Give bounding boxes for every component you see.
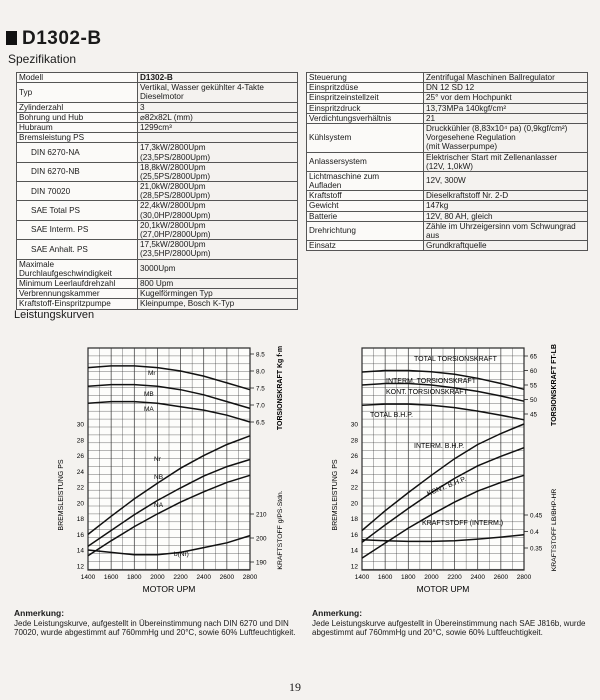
y-left-tick-label: 16 [76, 531, 84, 539]
right-row [307, 83, 588, 93]
spec-value-text: Kleinpumpe, Bosch K-Typ [140, 299, 235, 309]
spec-value [138, 112, 298, 122]
y-right-tick-label: 60 [530, 368, 538, 375]
spec-key-text: Verbrennungskammer [19, 289, 100, 299]
y-right-bottom-tick-label: 0.4 [530, 529, 539, 536]
spec-key-text: Bremsleistung PS [19, 133, 85, 143]
spec-key-text: Einspritzdruck [309, 103, 361, 113]
spec-key-text: Einspritzdüse [309, 83, 359, 93]
y-right-tick-label: 7.5 [256, 385, 265, 393]
spec-value [138, 240, 298, 259]
spec-value [424, 201, 588, 211]
spec-value [138, 73, 298, 83]
note-left-text: Jede Leistungskurve, aufgestellt in Übereinstimmung nach DIN 6270 und DIN 70020, wurde abgestimmt auf 760mmHg und 20°C, sowie 60% Luftfeuchtigkeit. [14, 618, 296, 638]
spec-value-text: 12V, 300W [426, 176, 466, 186]
left-row [17, 299, 298, 309]
spec-value [424, 152, 588, 171]
spec-value-text: ⌀82x82L (mm) [140, 112, 193, 122]
x-tick-label: 2200 [447, 574, 462, 581]
y-left-axis-label: BREMSLEISTUNG PS [58, 459, 65, 531]
spec-key-text: Einspritzeinstellzeit [309, 93, 379, 103]
right-row [307, 123, 588, 152]
series-label: KONT. TORSIONSKRAFT [386, 389, 468, 396]
x-tick-label: 2600 [493, 574, 509, 581]
spec-key-text: Kühlsystem [309, 133, 352, 143]
spec-value-text: 21 [426, 113, 436, 123]
spec-key-text: Steuerung [309, 73, 347, 82]
series-label: KRAFTSTOFF (INTERM.) [422, 520, 504, 527]
y-left-tick-label: 16 [350, 531, 358, 539]
spec-value-text: 17,5kW/2800Upm [140, 240, 206, 250]
y-left-tick-label: 12 [76, 563, 84, 571]
spec-value [138, 143, 298, 162]
y-left-tick-label: 22 [76, 484, 84, 492]
curves-heading: Leistungskurven [14, 309, 95, 321]
spec-key [307, 171, 424, 190]
right-row [307, 113, 588, 123]
spec-heading: Spezifikation [8, 52, 77, 66]
spec-key-text: Gewicht [309, 201, 339, 211]
spec-value-text: 13,73MPa 140kgf/cm² [426, 103, 507, 113]
y-right-tick-label: 45 [530, 411, 538, 419]
spec-value [138, 133, 298, 143]
y-left-tick-label: 12 [350, 563, 358, 571]
spec-key-text: DIN 70020 [31, 186, 71, 196]
left-row [17, 112, 298, 122]
spec-value-text: 3 [140, 102, 145, 112]
x-axis-label: MOTOR UPM [142, 584, 196, 594]
note-left-head: Anmerkung: [14, 608, 65, 618]
x-tick-label: 2000 [424, 574, 439, 581]
left-row [17, 83, 298, 102]
spec-key-text-line2: Durchlaufgeschwindigkeit [19, 268, 112, 278]
spec-value [138, 122, 298, 132]
spec-key [17, 240, 138, 259]
spec-key [17, 259, 138, 278]
y-left-tick-label: 26 [76, 453, 84, 461]
spec-key-text: DIN 6270-NA [31, 147, 80, 157]
spec-value-text-line: Vorgesehene Regulation [426, 133, 516, 143]
spec-key [17, 182, 138, 201]
spec-key-text: Maximale [19, 259, 55, 269]
spec-key-text: Kraftstoff-Einspritzpumpe [19, 299, 111, 309]
series-label: TOTAL B.H.P. [370, 412, 413, 419]
spec-table-right [306, 72, 588, 251]
spec-key [307, 113, 424, 123]
y-right-bottom-tick-label: 190 [256, 559, 267, 567]
spec-value-text-line: (12V, 1,0kW) [426, 161, 474, 171]
spec-value-text: 147kg [426, 201, 449, 211]
spec-value-ps: (23,5PS/2800Upm) [140, 152, 211, 162]
spec-value-text: 12V, 80 AH, gleich [426, 211, 493, 221]
right-row [307, 241, 588, 251]
y-right-bottom-tick-label: 210 [256, 511, 267, 519]
spec-key [17, 133, 138, 143]
performance-chart-din [36, 330, 296, 615]
series-label: Mr [148, 370, 156, 377]
y-right-bottom-tick-label: 0.45 [530, 512, 543, 520]
x-tick-label: 1600 [103, 574, 119, 581]
spec-key [17, 73, 138, 83]
right-row [307, 201, 588, 211]
spec-value [138, 201, 298, 220]
series-label: NA [154, 502, 164, 509]
y-right-tick-label: 6.5 [256, 419, 265, 427]
spec-value-ps: (27,0HP/2800Upm) [140, 230, 211, 239]
series-label: MA [144, 406, 154, 413]
y-right-tick-label: 7.0 [256, 402, 265, 410]
spec-value-text: 18,8kW/2800Upm [140, 162, 206, 172]
y-left-tick-label: 24 [76, 468, 84, 476]
y-right-tick-label: 50 [530, 397, 538, 404]
x-tick-label: 1600 [377, 574, 393, 581]
spec-value [424, 103, 588, 113]
spec-value-text-line: (mit Wasserpumpe) [426, 142, 498, 152]
right-row [307, 211, 588, 221]
spec-value [424, 191, 588, 201]
x-tick-label: 1800 [401, 574, 416, 581]
spec-value-text: 22,4kW/2800Upm [140, 201, 206, 211]
x-tick-label: 2800 [242, 574, 258, 581]
spec-key [17, 289, 138, 299]
y-right-tick-label: 55 [530, 382, 538, 390]
spec-value-text: Dieselkraftstoff Nr. 2-D [426, 191, 509, 201]
title-text: D1302-B [22, 28, 102, 49]
spec-value [138, 289, 298, 299]
spec-key-text: Batterie [309, 211, 338, 221]
spec-value-text: 3000Upm [140, 264, 176, 274]
x-tick-label: 1400 [354, 574, 370, 581]
left-row [17, 278, 298, 288]
right-row [307, 152, 588, 171]
spec-value [138, 182, 298, 201]
y-left-tick-label: 30 [76, 421, 84, 429]
spec-key [17, 122, 138, 132]
spec-value [424, 113, 588, 123]
left-row [17, 143, 298, 162]
left-row [17, 240, 298, 259]
spec-key [307, 201, 424, 211]
spec-value [424, 123, 588, 152]
right-row [307, 103, 588, 113]
left-row [17, 182, 298, 201]
title-square-icon [6, 31, 17, 45]
y-right-bottom-tick-label: 0.35 [530, 545, 543, 553]
y-right-tick-label: 65 [530, 353, 538, 361]
spec-value-text: Kugelförmingen Typ [140, 289, 213, 299]
spec-value-text: 17,3kW/2800Upm [140, 143, 206, 153]
y-left-tick-label: 22 [350, 484, 358, 492]
y-right-tick-label: 8.0 [256, 368, 265, 376]
spec-value-text-line: Dieselmotor [140, 92, 184, 102]
right-row [307, 171, 588, 190]
left-row [17, 220, 298, 239]
x-tick-label: 2200 [173, 574, 188, 581]
page-title [6, 28, 102, 50]
spec-key-text: Bohrung und Hub [19, 112, 84, 122]
spec-key [307, 83, 424, 93]
left-row [17, 122, 298, 132]
spec-key [17, 143, 138, 162]
spec-key [17, 83, 138, 102]
y-left-tick-label: 14 [350, 547, 358, 555]
spec-value-text-line: aus [426, 231, 440, 240]
spec-value [138, 299, 298, 309]
left-row [17, 289, 298, 299]
spec-key-text: SAE Interm. PS [31, 225, 89, 235]
spec-key-text: Modell [19, 73, 44, 82]
y-left-tick-label: 24 [350, 468, 358, 476]
spec-value-ps: (28,5PS/2800Upm) [140, 191, 211, 201]
spec-value-ps: (23,5HP/2800Upm) [140, 249, 211, 259]
x-tick-label: 2000 [150, 574, 165, 581]
spec-key [17, 112, 138, 122]
spec-value [138, 259, 298, 278]
left-row [17, 133, 298, 143]
spec-value [138, 220, 298, 239]
x-tick-label: 2800 [516, 574, 532, 581]
series-label: MB [144, 391, 154, 398]
series-label: b(Nr) [174, 551, 189, 558]
y-right-tick-label: 8.5 [256, 351, 265, 359]
note-left [14, 608, 296, 638]
x-tick-label: 2400 [196, 574, 211, 581]
spec-key-text: DIN 6270-NB [31, 167, 80, 177]
spec-value [138, 278, 298, 288]
spec-key-text: Minimum Leerlaufdrehzahl [19, 278, 116, 288]
spec-key [307, 191, 424, 201]
y-left-tick-label: 28 [350, 437, 358, 445]
spec-value [424, 83, 588, 93]
series-label: TOTAL TORSIONSKRAFT [414, 356, 497, 363]
y-left-tick-label: 26 [350, 453, 358, 461]
spec-value [138, 83, 298, 102]
spec-value-text: DN 12 SD 12 [426, 83, 475, 93]
spec-key [307, 241, 424, 251]
right-row [307, 93, 588, 103]
spec-key-text: SAE Anhalt. PS [31, 244, 88, 254]
spec-value [424, 211, 588, 221]
series-label: KONT. B.H.P. [426, 475, 468, 498]
spec-key-text-line2: Aufladen [309, 181, 342, 191]
spec-value-ps: (30,0HP/2800Upm) [140, 210, 211, 220]
spec-key-text: Kraftstoff [309, 191, 342, 201]
spec-value-text: 25° vor dem Hochpunkt [426, 93, 512, 103]
series-label: Nr [154, 456, 161, 463]
spec-value-text: Zähle im Uhrzeigersinn vom Schwungrad [426, 221, 576, 231]
spec-key [307, 221, 424, 240]
spec-key-text: Hubraum [19, 122, 53, 132]
series-label: NB [154, 474, 164, 481]
spec-key-text: Einsatz [309, 241, 336, 251]
spec-value-text: 800 Upm [140, 278, 174, 288]
spec-key [17, 102, 138, 112]
spec-value-text: 1299cm³ [140, 122, 172, 132]
spec-value-text: Zentrifugal Maschinen Ballregulator [426, 73, 555, 82]
spec-value [424, 241, 588, 251]
y-left-tick-label: 14 [76, 547, 84, 555]
spec-key [307, 93, 424, 103]
note-right-head: Anmerkung: [312, 608, 363, 618]
spec-value-text: 20,1kW/2800Upm [140, 220, 206, 230]
spec-key [307, 152, 424, 171]
spec-key [17, 299, 138, 309]
left-row [17, 259, 298, 278]
spec-value-text: Druckkühler (8,83x10⁴ pa) (0,9kgf/cm²) [426, 123, 568, 133]
right-row [307, 191, 588, 201]
y-right-bottom-tick-label: 200 [256, 535, 267, 543]
y-right-bottom-axis-label: KRAFTSTOFF LB/BHP-HR [551, 488, 558, 572]
spec-value-text: Elektrischer Start mit Zellenanlasser [426, 152, 558, 162]
spec-key-text: Lichtmaschine zum [309, 171, 380, 181]
left-row [17, 201, 298, 220]
series-label: INTERM. TORSIONSKRAFT [386, 378, 476, 385]
spec-key [17, 220, 138, 239]
spec-key-text: Verdichtungsverhältnis [309, 113, 392, 123]
spec-value-ps: (25,5PS/2800Upm) [140, 171, 211, 181]
x-tick-label: 1400 [80, 574, 96, 581]
spec-table-left [16, 72, 298, 310]
left-row [17, 73, 298, 83]
spec-value [424, 171, 588, 190]
spec-key-text: Anlassersystem [309, 157, 367, 167]
y-left-tick-label: 30 [350, 421, 358, 429]
spec-key [307, 73, 424, 83]
right-row [307, 221, 588, 240]
spec-key [307, 211, 424, 221]
spec-value-text: Vertikal, Wasser gekühlter 4-Takte [140, 83, 264, 93]
spec-value [424, 221, 588, 240]
spec-value-text: Grundkraftquelle [426, 241, 487, 251]
spec-value-text: 21,0kW/2800Upm [140, 182, 206, 192]
y-left-axis-label: BREMSLEISTUNG PS [332, 459, 339, 531]
x-tick-label: 1800 [127, 574, 142, 581]
y-right-bottom-axis-label: KRAFTSTOFF g/PS·Stdn. [277, 490, 284, 570]
spec-key [17, 201, 138, 220]
y-left-tick-label: 20 [350, 500, 358, 508]
spec-key [17, 278, 138, 288]
spec-key [307, 123, 424, 152]
left-row [17, 102, 298, 112]
spec-key-text: Drehrichtung [309, 226, 356, 236]
spec-value [138, 162, 298, 181]
y-left-tick-label: 18 [76, 516, 84, 524]
spec-value [424, 93, 588, 103]
y-right-axis-label: TORSIONSKRAFT FT-LB [551, 344, 558, 426]
y-left-tick-label: 18 [350, 516, 358, 524]
y-left-tick-label: 20 [76, 500, 84, 508]
y-left-tick-label: 28 [76, 437, 84, 445]
right-row [307, 73, 588, 83]
performance-chart-sae [310, 330, 570, 615]
spec-value [138, 102, 298, 112]
spec-key-text: Zylinderzahl [19, 102, 64, 112]
x-axis-label: MOTOR UPM [416, 584, 470, 594]
note-right [312, 608, 587, 638]
spec-value-text: D1302-B [140, 73, 173, 82]
y-right-axis-label: TORSIONSKRAFT Kg f·m [277, 345, 284, 431]
spec-key-text: Typ [19, 87, 33, 97]
x-tick-label: 2400 [470, 574, 485, 581]
page-number: 19 [289, 680, 301, 694]
spec-key [17, 162, 138, 181]
note-right-text: Jede Leistungskurve aufgestellt in Übereinstimmung nach SAE J816b, wurde abgestimmt auf 760mmHg und 20°C, sowie 60% Luftfeuchtigkeit. [312, 618, 586, 638]
series-label: INTERM. B.H.P. [414, 443, 465, 450]
left-row [17, 162, 298, 181]
spec-key [307, 103, 424, 113]
spec-value [424, 73, 588, 83]
spec-key-text: SAE Total PS [31, 206, 80, 216]
x-tick-label: 2600 [219, 574, 235, 581]
